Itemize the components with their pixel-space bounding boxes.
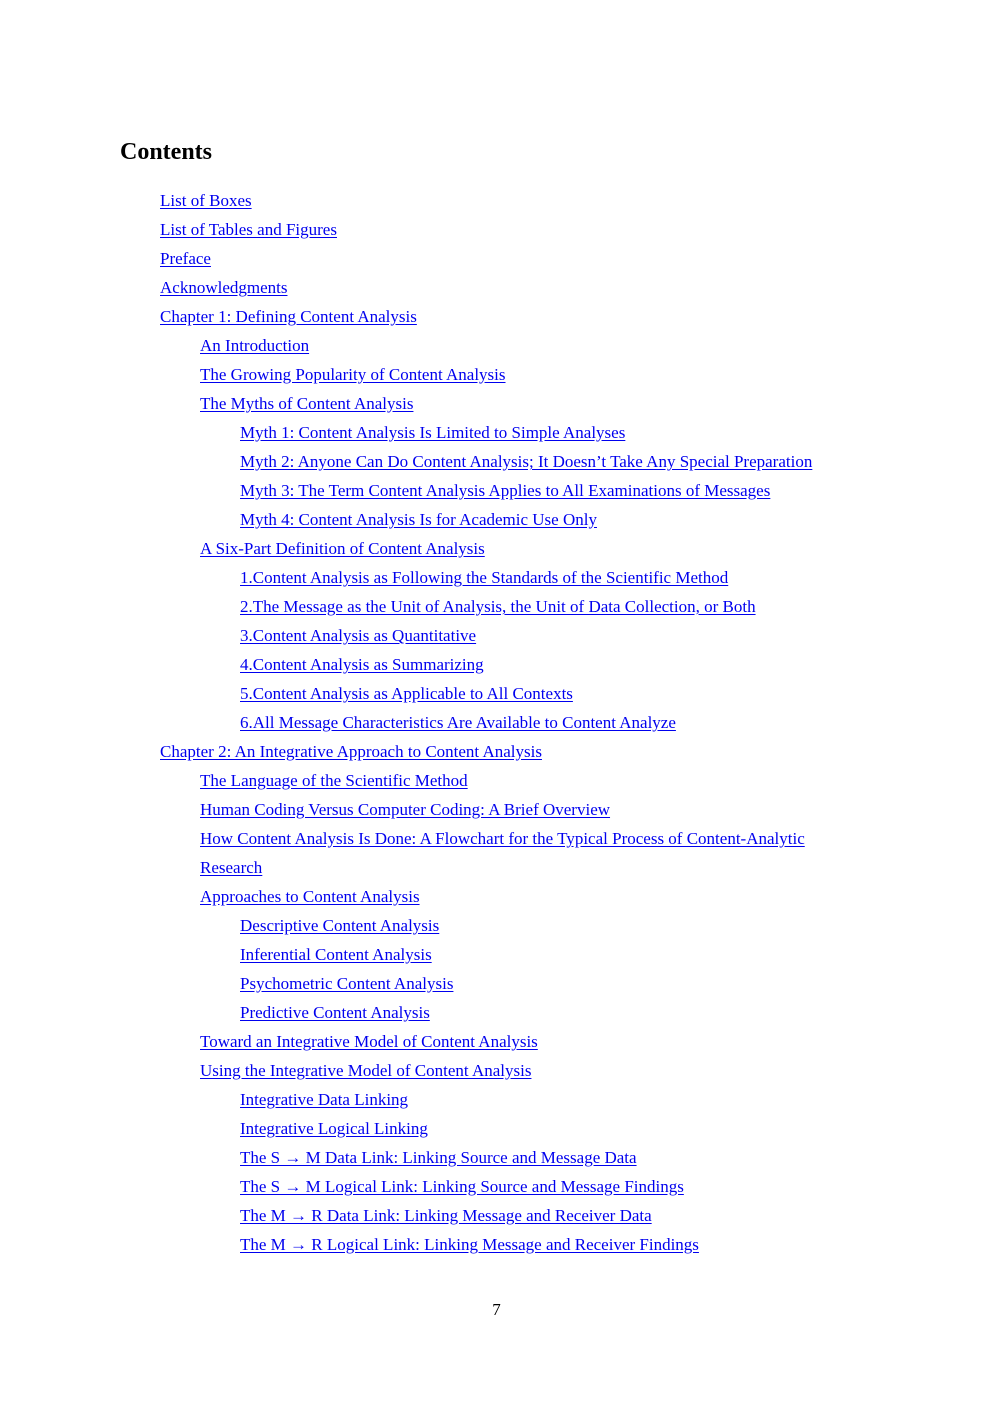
toc-entry [0, 708, 993, 737]
toc-entry [0, 505, 993, 534]
toc-link[interactable]: Descriptive Content Analysis [240, 916, 440, 935]
toc-link[interactable]: Toward an Integrative Model of Content Analysis [200, 1032, 538, 1051]
toc-link[interactable]: Acknowledgments [160, 278, 288, 297]
toc-link[interactable]: Preface [160, 249, 211, 268]
toc-entry [0, 1143, 993, 1172]
toc-link[interactable]: 2.The Message as the Unit of Analysis, the Unit of Data Collection, or Both [240, 597, 756, 616]
toc-link[interactable]: 4.Content Analysis as Summarizing [240, 655, 484, 674]
toc-entry [0, 824, 993, 853]
toc-link[interactable]: How Content Analysis Is Done: A Flowchart for the Typical Process of Content-Analytic [200, 829, 805, 848]
toc-entry [0, 273, 993, 302]
toc-entry [0, 1056, 993, 1085]
toc-link[interactable]: 3.Content Analysis as Quantitative [240, 626, 477, 645]
toc-entry [0, 418, 993, 447]
toc-link[interactable]: Myth 1: Content Analysis Is Limited to Simple Analyses [240, 423, 626, 442]
toc-link[interactable]: Myth 2: Anyone Can Do Content Analysis; It Doesn’t Take Any Special Preparation [240, 452, 813, 471]
toc-link[interactable]: An Introduction [200, 336, 310, 355]
toc-entry [0, 940, 993, 969]
toc-link[interactable]: Psychometric Content Analysis [240, 974, 454, 993]
toc-entry [0, 1114, 993, 1143]
toc-link[interactable]: Predictive Content Analysis [240, 1003, 430, 1022]
toc-link[interactable]: The M → R Data Link: Linking Message and Receiver Data [240, 1206, 652, 1225]
toc-entry [0, 215, 993, 244]
toc-entry [0, 998, 993, 1027]
toc-link[interactable]: Myth 3: The Term Content Analysis Applies to All Examinations of Messages [240, 481, 771, 500]
toc-link[interactable]: Approaches to Content Analysis [200, 887, 420, 906]
toc-link[interactable]: The S → M Data Link: Linking Source and Message Data [240, 1148, 637, 1167]
toc-link[interactable]: 1.Content Analysis as Following the Standards of the Scientific Method [240, 568, 729, 587]
toc-entry [0, 853, 993, 882]
page-number: 7 [492, 1300, 501, 1319]
toc-link[interactable]: The Myths of Content Analysis [200, 394, 414, 413]
toc-link[interactable]: Human Coding Versus Computer Coding: A Brief Overview [200, 800, 611, 819]
toc-link[interactable]: Using the Integrative Model of Content Analysis [200, 1061, 532, 1080]
toc-link[interactable]: Research [200, 858, 263, 877]
toc-entry [0, 1201, 993, 1230]
toc-entry [0, 331, 993, 360]
toc-link[interactable]: Myth 4: Content Analysis Is for Academic Use Only [240, 510, 597, 529]
toc-entry [0, 476, 993, 505]
toc-entry [0, 1085, 993, 1114]
toc-entry [0, 911, 993, 940]
toc-link[interactable]: Integrative Data Linking [240, 1090, 409, 1109]
toc-entry [0, 534, 993, 563]
toc-entry [0, 1230, 993, 1259]
toc-link[interactable]: List of Boxes [160, 191, 252, 210]
toc-link[interactable]: 5.Content Analysis as Applicable to All Contexts [240, 684, 573, 703]
toc-entry [0, 563, 993, 592]
toc-entry [0, 882, 993, 911]
toc-entry [0, 1027, 993, 1056]
toc-entry [0, 766, 993, 795]
toc-entry [0, 447, 993, 476]
toc-link[interactable]: The S → M Logical Link: Linking Source and Message Findings [240, 1177, 684, 1196]
toc-link[interactable]: Inferential Content Analysis [240, 945, 432, 964]
toc-entry [0, 244, 993, 273]
toc-entry [0, 795, 993, 824]
toc-entry [0, 621, 993, 650]
page-title: Contents [120, 139, 213, 165]
toc-entry [0, 389, 993, 418]
toc-entry [0, 302, 993, 331]
toc-link[interactable]: 6.All Message Characteristics Are Available to Content Analyze [240, 713, 676, 732]
toc-link[interactable]: List of Tables and Figures [160, 220, 337, 239]
toc-link[interactable]: The Growing Popularity of Content Analysis [200, 365, 506, 384]
toc-link[interactable]: Integrative Logical Linking [240, 1119, 428, 1138]
toc-entry [0, 1172, 993, 1201]
toc-entry [0, 360, 993, 389]
toc-entry [0, 969, 993, 998]
toc-link[interactable]: A Six-Part Definition of Content Analysis [200, 539, 485, 558]
toc-link[interactable]: Chapter 1: Defining Content Analysis [160, 307, 417, 326]
toc-entry [0, 679, 993, 708]
toc-link[interactable]: The Language of the Scientific Method [200, 771, 468, 790]
toc-entry [0, 650, 993, 679]
table-of-contents [0, 186, 993, 1259]
toc-entry [0, 592, 993, 621]
toc-link[interactable]: The M → R Logical Link: Linking Message and Receiver Findings [240, 1235, 699, 1254]
toc-entry [0, 186, 993, 215]
toc-link[interactable]: Chapter 2: An Integrative Approach to Content Analysis [160, 742, 542, 761]
toc-entry [0, 737, 993, 766]
